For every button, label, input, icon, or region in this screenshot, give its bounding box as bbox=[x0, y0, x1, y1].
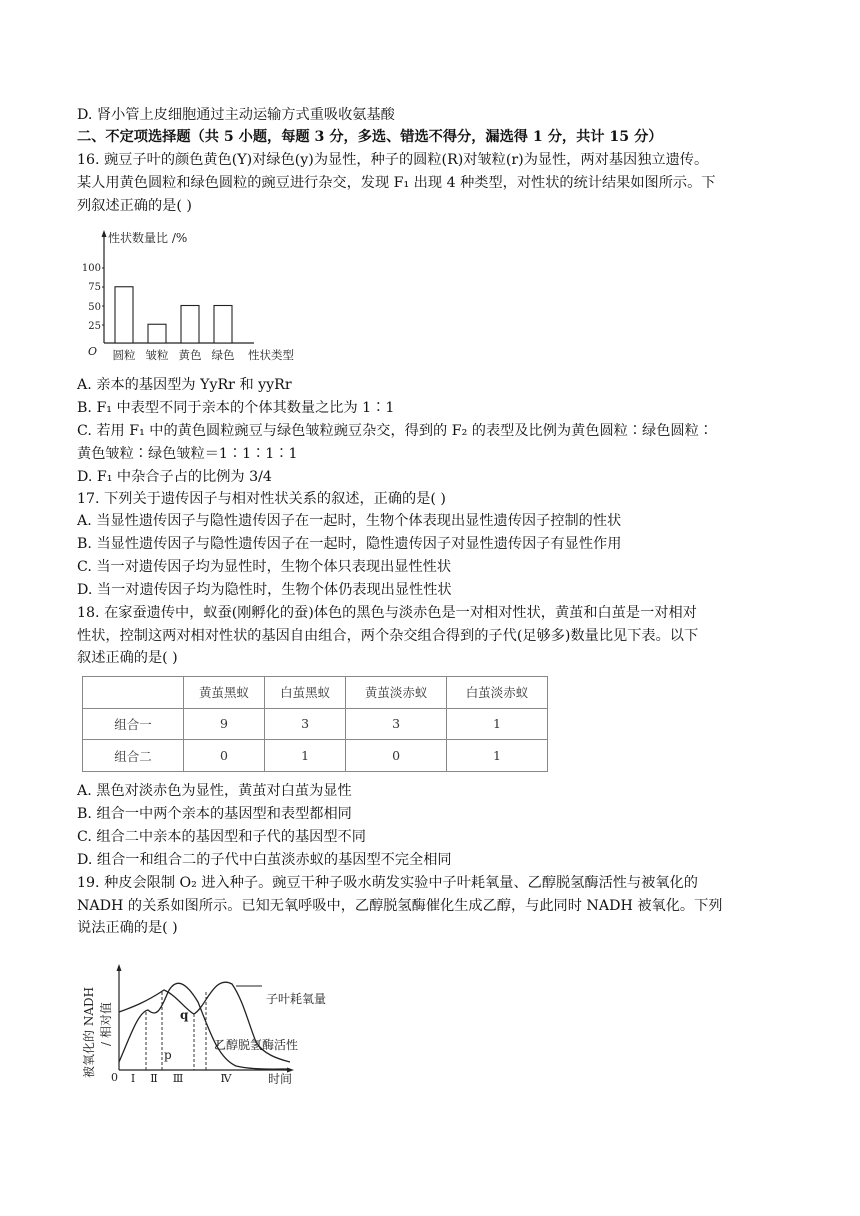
q18-option-d: D. 组合一和组合二的子代中白茧淡赤蚁的基因型不完全相同 bbox=[77, 852, 452, 868]
stage-3: Ⅲ bbox=[172, 1072, 184, 1085]
q18-stem-line-3: 叙述正确的是( ) bbox=[77, 650, 178, 666]
table-cell: 1 bbox=[265, 740, 346, 772]
table-header-cell: 黄茧淡赤蚁 bbox=[346, 677, 447, 709]
q17-option-a: A. 当显性遗传因子与隐性遗传因子在一起时，生物个体表现出显性遗传因子控制的性状 bbox=[77, 513, 622, 529]
q16-option-d: D. F₁ 中杂合子占的比例为 3/4 bbox=[77, 469, 272, 485]
table-cell: 组合一 bbox=[83, 708, 184, 740]
table-header-cell: 白茧黑蚁 bbox=[265, 677, 346, 709]
table-header-cell bbox=[83, 677, 184, 709]
q16-option-c: C. 若用 F₁ 中的黄色圆粒豌豆与绿色皱粒豌豆杂交，得到的 F₂ 的表型及比例为黄色圆粒∶绿色圆粒∶ bbox=[77, 423, 713, 439]
label-point-p: p bbox=[164, 1048, 172, 1062]
q16-option-a: A. 亲本的基因型为 YyRr 和 yyRr bbox=[77, 377, 292, 393]
label-oxygen-consumption: 子叶耗氧量 bbox=[266, 992, 327, 1006]
curve-adh-activity bbox=[119, 983, 290, 1069]
ytick-100: 100 bbox=[82, 263, 101, 274]
q16-option-c-cont: 黄色皱粒∶绿色皱粒＝1∶1∶1∶1 bbox=[77, 446, 298, 462]
q19-curve-figure bbox=[78, 962, 338, 1088]
cat-label-green: 绿色 bbox=[211, 348, 235, 362]
table-cell: 0 bbox=[184, 740, 265, 772]
table-header-cell: 白茧淡赤蚁 bbox=[447, 677, 548, 709]
table-cell: 0 bbox=[346, 740, 447, 772]
ytick-25: 25 bbox=[88, 321, 101, 332]
q17-option-b: B. 当显性遗传因子与隐性遗传因子在一起时，隐性遗传因子对显性遗传因子有显性作用 bbox=[77, 536, 622, 552]
bar-wrinkled bbox=[148, 324, 166, 343]
q18-stem-line-1: 18. 在家蚕遗传中，蚁蚕(刚孵化的蚕)体色的黑色与淡赤色是一对相对性状，黄茧和白茧是一对相对 bbox=[77, 605, 697, 621]
q18-option-b: B. 组合一中两个亲本的基因型和表型都相同 bbox=[77, 806, 352, 822]
ytick-50: 50 bbox=[88, 302, 101, 313]
table-header-cell: 黄茧黑蚁 bbox=[184, 677, 265, 709]
q15-option-d: D. 肾小管上皮细胞通过主动运输方式重吸收氨基酸 bbox=[77, 107, 395, 123]
bar-green bbox=[214, 306, 232, 344]
chart-ylabel: 性状数量比 /% bbox=[108, 231, 188, 245]
q19-stem-line-3: 说法正确的是( ) bbox=[77, 920, 178, 936]
fig-ylabel-2: / 相对值 bbox=[99, 1002, 113, 1046]
q17-stem: 17. 下列关于遗传因子与相对性状关系的叙述，正确的是( ) bbox=[77, 491, 446, 507]
label-adh-activity: 乙醇脱氢酶活性 bbox=[214, 1038, 299, 1052]
cat-label-yellow: 黄色 bbox=[178, 348, 202, 362]
fig-origin: 0 bbox=[111, 1071, 118, 1084]
stage-1: Ⅰ bbox=[130, 1072, 136, 1085]
table-header-row bbox=[83, 677, 548, 709]
table-row bbox=[83, 740, 548, 772]
table-cell: 1 bbox=[447, 708, 548, 740]
q16-stem-line-1: 16. 豌豆子叶的颜色黄色(Y)对绿色(y)为显性，种子的圆粒(R)对皱粒(r)为显性，两对基因独立遗传。 bbox=[77, 152, 709, 168]
section-header: 二、不定项选择题（共 5 小题，每题 3 分，多选、错选不得分，漏选得 1 分，共计 15 分） bbox=[77, 129, 663, 145]
q17-option-d: D. 当一对遗传因子均为隐性时，生物个体仍表现出显性性状 bbox=[77, 582, 452, 598]
stage-2: Ⅱ bbox=[150, 1072, 158, 1085]
bar-round bbox=[115, 287, 133, 343]
q18-table bbox=[82, 676, 548, 772]
table-cell: 3 bbox=[346, 708, 447, 740]
table-cell: 3 bbox=[265, 708, 346, 740]
table-row bbox=[83, 708, 548, 740]
label-point-q: q bbox=[180, 1008, 189, 1022]
q16-bar-chart bbox=[82, 228, 322, 368]
q18-stem-line-2: 性状，控制这两对相对性状的基因自由组合，两个杂交组合得到的子代(足够多)数量比见下表。以下 bbox=[77, 628, 699, 644]
q16-option-b: B. F₁ 中表型不同于亲本的个体其数量之比为 1∶1 bbox=[77, 400, 395, 416]
q16-stem-line-2: 某人用黄色圆粒和绿色圆粒的豌豆进行杂交，发现 F₁ 出现 4 种类型，对性状的统计结果如图所示。下 bbox=[77, 175, 716, 191]
q18-option-c: C. 组合二中亲本的基因型和子代的基因型不同 bbox=[77, 829, 366, 845]
cat-label-wrinkled: 皱粒 bbox=[145, 348, 169, 362]
q19-stem-line-2: NADH 的关系如图所示。已知无氧呼吸中，乙醇脱氢酶催化生成乙醇，与此同时 NADH 被氧化。下列 bbox=[77, 898, 723, 914]
bar-yellow bbox=[181, 306, 199, 344]
chart-origin: O bbox=[88, 345, 98, 358]
fig-xlabel: 时间 bbox=[268, 1072, 293, 1086]
fig-ylabel-1: 被氧化的 NADH bbox=[82, 986, 96, 1078]
table-cell: 组合二 bbox=[83, 740, 184, 772]
stage-4: Ⅳ bbox=[220, 1072, 232, 1085]
q19-stem-line-1: 19. 种皮会限制 O₂ 进入种子。豌豆干种子吸水萌发实验中子叶耗氧量、乙醇脱氢酶活性与被氧化的 bbox=[77, 875, 698, 891]
table-cell: 9 bbox=[184, 708, 265, 740]
ytick-75: 75 bbox=[88, 282, 101, 293]
q16-stem-line-3: 列叙述正确的是( ) bbox=[77, 198, 192, 214]
y-axis-arrow bbox=[102, 230, 107, 237]
q18-option-a: A. 黑色对淡赤色为显性，黄茧对白茧为显性 bbox=[77, 783, 352, 799]
q17-option-c: C. 当一对遗传因子均为显性时，生物个体只表现出显性性状 bbox=[77, 559, 452, 575]
cat-label-round: 圆粒 bbox=[112, 348, 136, 362]
chart-xlabel: 性状类型 bbox=[248, 348, 294, 362]
table-cell: 1 bbox=[447, 740, 548, 772]
